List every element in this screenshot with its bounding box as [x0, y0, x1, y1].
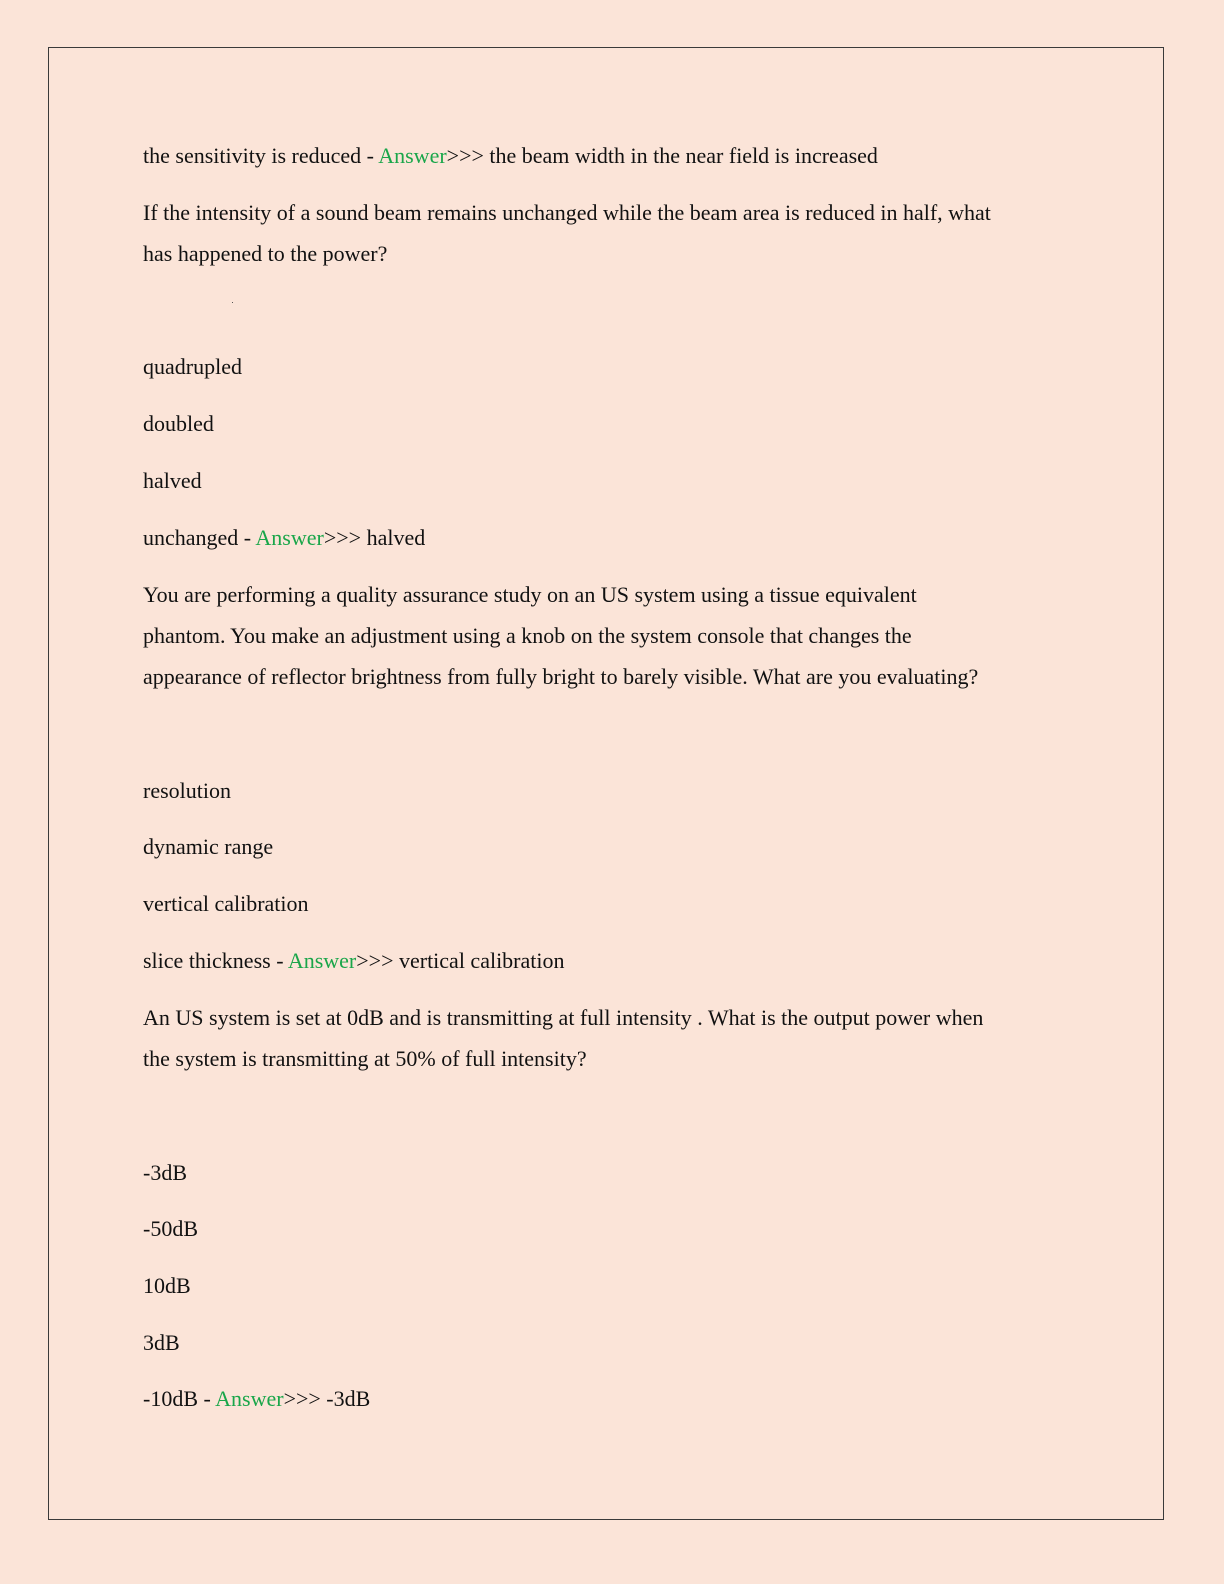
answer-label: Answer	[215, 1386, 284, 1411]
prior-answer-line	[143, 143, 878, 169]
question-3-option: 3dB	[143, 1330, 180, 1355]
question-3-option: -10dB -	[143, 1386, 216, 1411]
question-1-option: doubled	[143, 411, 214, 436]
answer-text: >>> halved	[323, 525, 426, 550]
question-2-option: dynamic range	[143, 834, 274, 859]
question-2-line-2: phantom. You make an adjustment using a knob on the system console that changes the	[143, 623, 912, 648]
answer-text: >>> the beam width in the near field is increased	[446, 143, 878, 168]
answer-text: >>> -3dB	[283, 1386, 371, 1411]
question-3-option: -50dB	[143, 1216, 198, 1241]
question-2-option: slice thickness -	[143, 948, 288, 973]
question-3-line-2: the system is transmitting at 50% of full intensity?	[143, 1046, 587, 1071]
stray-dot	[232, 302, 233, 303]
question-1-line-2: has happened to the power?	[143, 241, 388, 266]
question-1-answer-line	[143, 525, 425, 551]
answer-label: Answer	[378, 143, 447, 168]
question-2-line-3: appearance of reflector brightness from fully bright to barely visible. What are you evaluating?	[143, 664, 979, 689]
answer-label: Answer	[287, 948, 357, 973]
question-3-line-1: An US system is set at 0dB and is transmitting at full intensity . What is the output power when	[143, 1005, 984, 1030]
question-1-line-1: If the intensity of a sound beam remains unchanged while the beam area is reduced in half, what	[143, 200, 991, 225]
question-2-option: vertical calibration	[143, 891, 309, 916]
answer-text: >>> vertical calibration	[356, 948, 565, 973]
answer-label: Answer	[255, 525, 324, 550]
question-1-option: unchanged -	[143, 525, 256, 550]
question-1-option: quadrupled	[143, 354, 242, 379]
question-2-option: resolution	[143, 778, 231, 803]
question-3-option: -3dB	[143, 1160, 187, 1185]
question-1-option: halved	[143, 468, 202, 493]
question-2-line-1: You are performing a quality assurance study on an US system using a tissue equivalent	[143, 582, 917, 607]
question-3-option: 10dB	[143, 1273, 191, 1298]
question-3-answer-line	[143, 1386, 370, 1412]
prior-option-text: the sensitivity is reduced -	[143, 143, 379, 168]
question-2-answer-line	[143, 948, 565, 974]
